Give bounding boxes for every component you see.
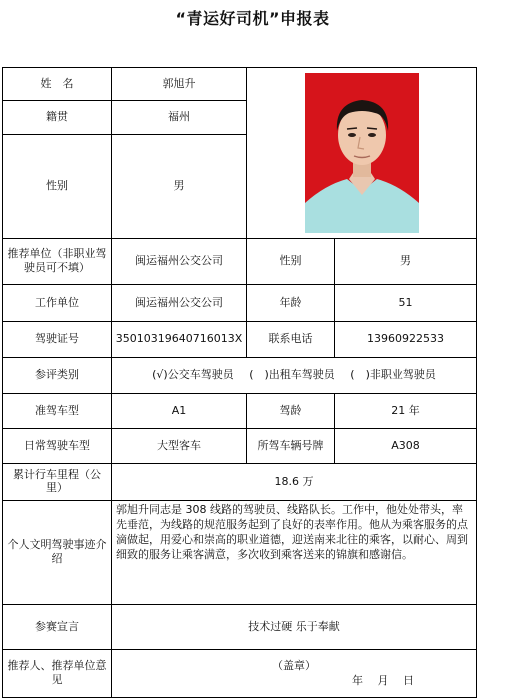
license-number-value: 35010319640716013X xyxy=(112,322,247,358)
photo-cell xyxy=(247,68,477,239)
portrait-photo-icon xyxy=(305,73,419,233)
name-value: 郭旭升 xyxy=(112,68,247,101)
name-label: 姓 名 xyxy=(3,68,112,101)
pledge-value: 技术过硬 乐于奉献 xyxy=(112,605,477,650)
category-option-nonpro: ( )非职业驾驶员 xyxy=(350,368,436,382)
pledge-label: 参赛宣言 xyxy=(3,605,112,650)
phone-label: 联系电话 xyxy=(247,322,335,358)
vehicle-class-label: 准驾车型 xyxy=(3,394,112,429)
mileage-value: 18.6 万 xyxy=(112,464,477,501)
age-value: 51 xyxy=(335,285,477,322)
intro-text: 郭旭升同志是 308 线路的驾驶员、线路队长。工作中，他处处带头，率先垂范，为线路的规范服务起到了良好的表率作用。他从为乘客服务的点滴做起，用爱心和崇高的职业道德，迎送南来北往的乘客，以耐心、周到细致的服务让乘客满意，多次收到乘客送来的锦旗和感谢信。 xyxy=(112,501,477,605)
seal-text: （盖章） xyxy=(272,658,316,672)
date-text: 年 月 日 xyxy=(352,673,414,687)
driving-years-label: 驾龄 xyxy=(247,394,335,429)
portrait-photo xyxy=(305,73,419,233)
recommender-label: 推荐人、推荐单位意见 xyxy=(3,650,112,698)
recommending-org-value: 闽运福州公交公司 xyxy=(112,239,247,285)
gender-label: 性别 xyxy=(247,239,335,285)
work-unit-value: 闽运福州公交公司 xyxy=(112,285,247,322)
category-option-bus: (√)公交车驾驶员 xyxy=(152,368,234,382)
category-option-taxi: ( )出租车驾驶员 xyxy=(249,368,335,382)
native-place-value: 福州 xyxy=(112,101,247,135)
work-unit-label: 工作单位 xyxy=(3,285,112,322)
daily-vehicle-value: 大型客车 xyxy=(112,429,247,464)
application-form-table xyxy=(2,67,477,698)
category-options xyxy=(112,358,477,394)
recommender-opinion xyxy=(112,650,477,698)
plate-value: A308 xyxy=(335,429,477,464)
recommending-org-label: 推荐单位（非职业驾驶员可不填） xyxy=(3,239,112,285)
license-number-label: 驾驶证号 xyxy=(3,322,112,358)
mileage-label: 累计行车里程（公里） xyxy=(3,464,112,501)
category-label: 参评类别 xyxy=(3,358,112,394)
intro-label: 个人文明驾驶事迹介绍 xyxy=(3,501,112,605)
age-label: 年龄 xyxy=(247,285,335,322)
gender-value: 男 xyxy=(335,239,477,285)
daily-vehicle-label: 日常驾驶车型 xyxy=(3,429,112,464)
form-title: “青运好司机”申报表 xyxy=(175,9,330,28)
native-place-label: 籍贯 xyxy=(3,101,112,135)
plate-label: 所驾车辆号牌 xyxy=(247,429,335,464)
phone-value: 13960922533 xyxy=(335,322,477,358)
vehicle-class-value: A1 xyxy=(112,394,247,429)
gender-label-top: 性别 xyxy=(3,135,112,239)
gender-value-top: 男 xyxy=(112,135,247,239)
driving-years-value: 21 年 xyxy=(335,394,477,429)
